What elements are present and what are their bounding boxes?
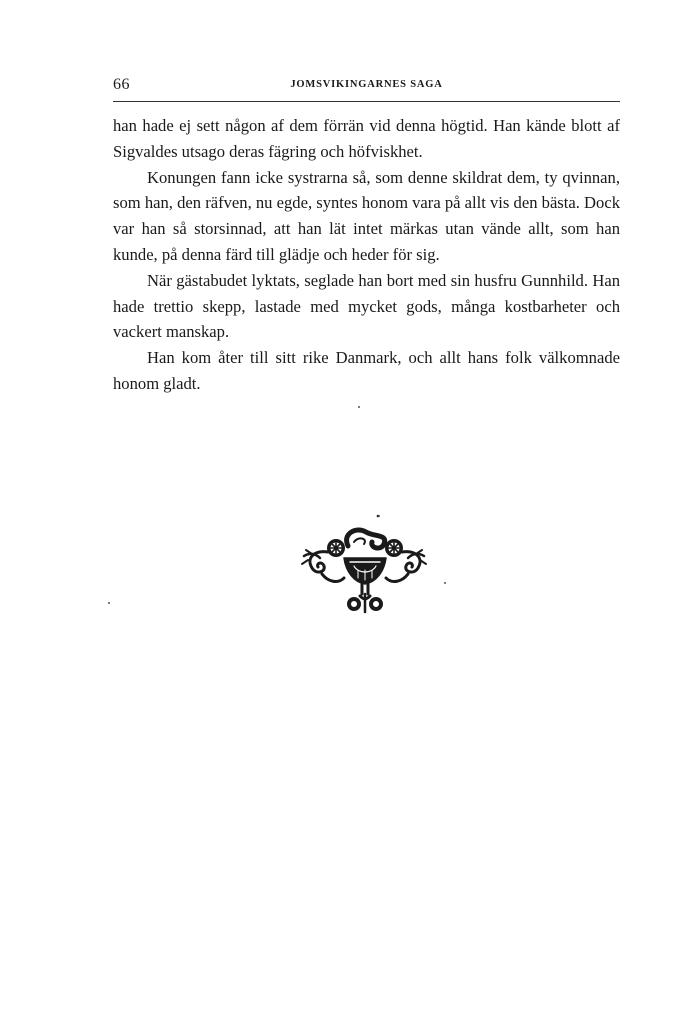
running-head: [113, 76, 620, 100]
paragraph-1: han hade ej sett någon af dem förrän vid denna högtid. Han kände blott af Sigvaldes utsago deras fägring och höfviskhet.: [113, 116, 620, 161]
running-title: JOMSVIKINGARNES SAGA: [290, 79, 443, 90]
print-speck: [108, 602, 110, 604]
paragraph-3: När gästabudet lyktats, seglade han bort med sin husfru Gunnhild. Han hade trettio skepp, lastade med mycket gods, många kostbarheter och vackert manskap.: [113, 270, 620, 342]
page-number: 66: [113, 76, 130, 93]
header-rule: [113, 101, 620, 102]
body-text: [113, 113, 620, 397]
print-speck: [444, 582, 446, 584]
paragraph-4: Han kom åter till sitt rike Danmark, och allt hans folk välkomnade honom gladt.: [113, 348, 620, 393]
print-speck: [358, 406, 360, 408]
paragraph-2: Konungen fann icke systrarna så, som denne skildrat dem, ty qvinnan, som han, den räfven, nu egde, syntes honom vara på allt vis den bästa. Dock var han så storsinnad, att han lät intet märkas utan vände allt, som han kunde, på denna färd till glädje och heder för sig.: [113, 167, 620, 264]
print-speck: [378, 515, 380, 517]
floral-vase-tailpiece-icon: [298, 512, 430, 616]
